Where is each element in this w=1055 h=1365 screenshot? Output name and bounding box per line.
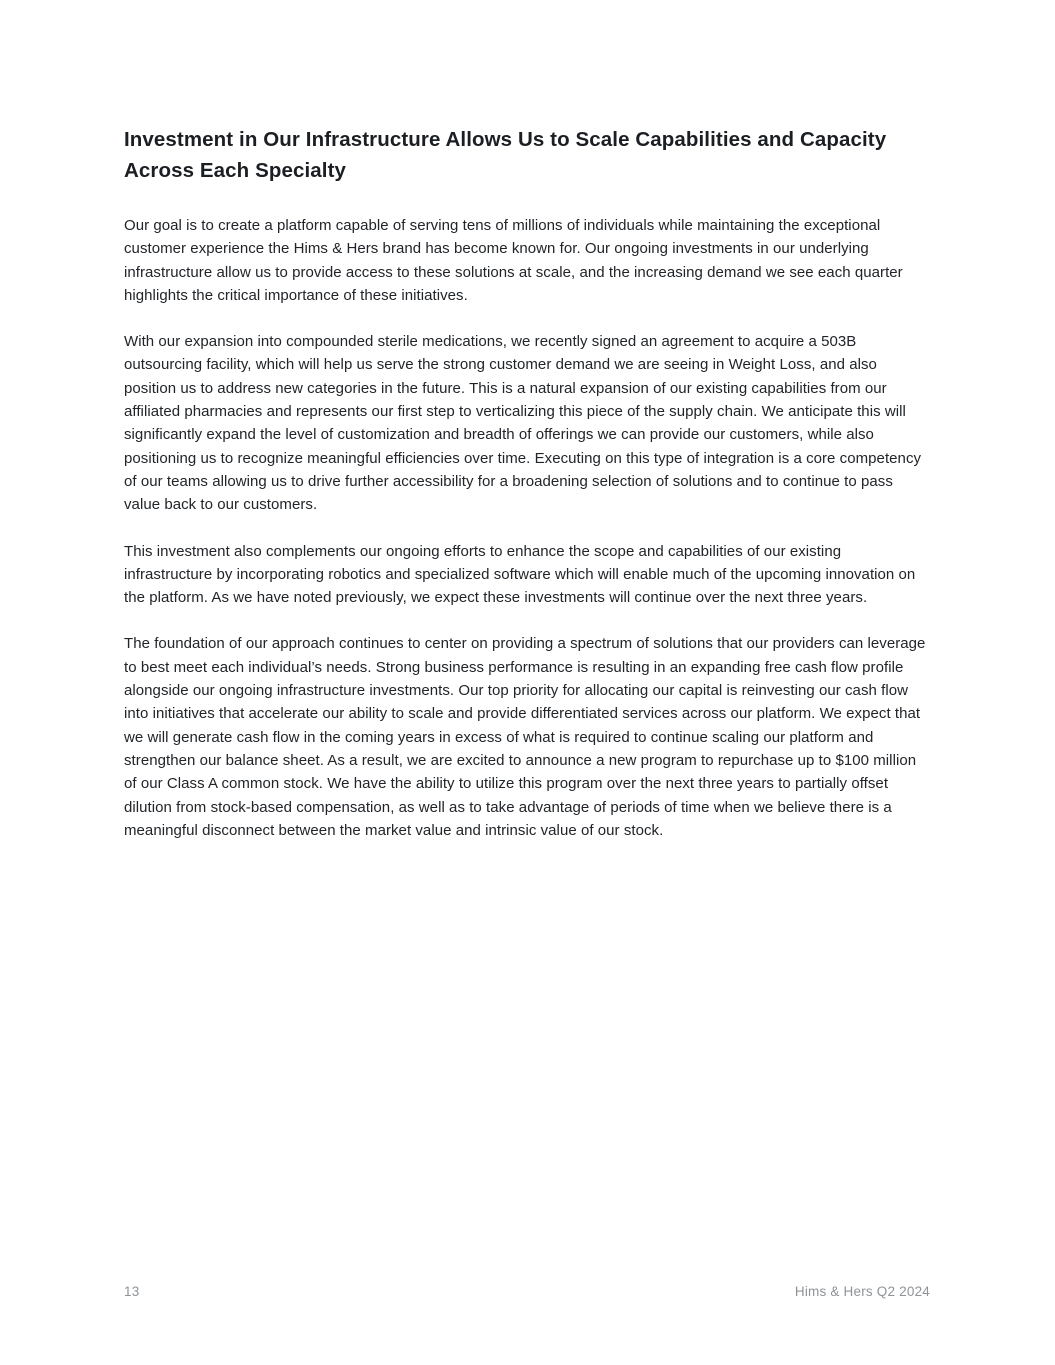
body-copy — [124, 214, 931, 842]
body-paragraph: The foundation of our approach continues to center on providing a spectrum of solutions that our providers can leverage to best meet each individual’s needs. Strong business performance is resulting in an expanding free cash flow profile alongside our ongoing infrastructure investments. Our top priority for allocating our capital is reinvesting our cash flow into initiatives that accelerate our ability to scale and provide differentiated services across our platform. We expect that we will generate cash flow in the coming years in excess of what is required to continue scaling our platform and strengthen our balance sheet. As a result, we are excited to announce a new program to repurchase up to $100 million of our Class A common stock. We have the ability to utilize this program over the next three years to partially offset dilution from stock-based compensation, as well as to take advantage of periods of time when we believe there is a meaningful disconnect between the market value and intrinsic value of our stock. — [124, 635, 926, 839]
footer-doc-title: Hims & Hers Q2 2024 — [794, 1284, 930, 1299]
section-heading: Investment in Our Infrastructure Allows Us to Scale Capabilities and Capacity Across Each Specialty — [124, 128, 887, 182]
body-paragraph: This investment also complements our ongoing efforts to enhance the scope and capabilities of our existing infrastructure by incorporating robotics and specialized software which will enable much of the upcoming innovation on the platform. As we have noted previously, we expect these investments will continue over the next three years. — [124, 542, 916, 607]
page-number: 13 — [124, 1284, 140, 1299]
body-paragraph: With our expansion into compounded sterile medications, we recently signed an agreement to acquire a 503B outsourcing facility, which will help us serve the strong customer demand we are seeing in Weight Loss, and also position us to address new categories in the future. This is a natural expansion of our existing capabilities from our affiliated pharmacies and represents our first step to verticalizing this piece of the supply chain. We anticipate this will significantly expand the level of customization and breadth of offerings we can provide our customers, while also positioning us to recognize meaningful efficiencies over time. Executing on this type of integration is a core competency of our teams allowing us to drive further accessibility for a broadening selection of solutions and to continue to pass value back to our customers. — [124, 333, 922, 514]
body-paragraph: Our goal is to create a platform capable of serving tens of millions of individuals while maintaining the exceptional customer experience the Hims & Hers brand has become known for. Our ongoing investments in our underlying infrastructure allow us to provide access to these solutions at scale, and the increasing demand we see each quarter highlights the critical importance of these initiatives. — [124, 217, 903, 304]
page-footer — [124, 1284, 930, 1300]
page-content — [124, 0, 931, 842]
